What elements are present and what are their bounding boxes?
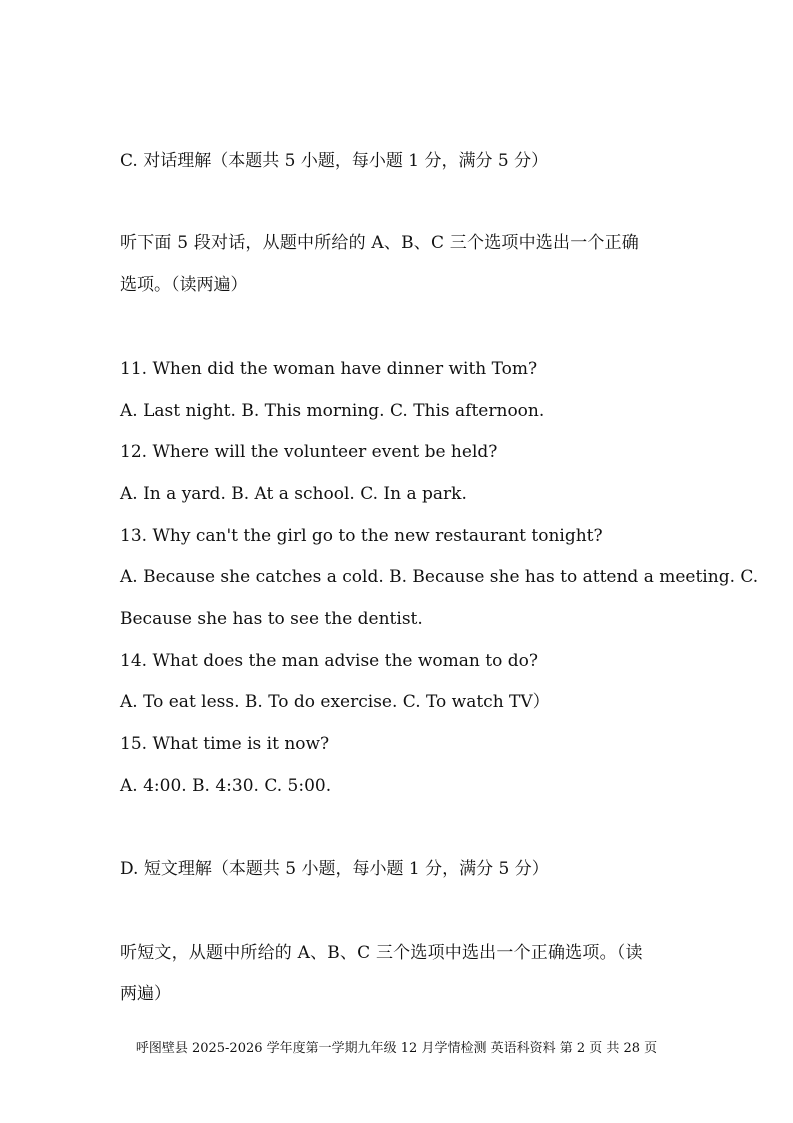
- question-14-stem: 14. What does the man advise the woman to do?: [120, 651, 538, 671]
- section-d-instruction-line2: 两遍）: [120, 984, 171, 1004]
- section-c-heading: C. 对话理解（本题共 5 小题，每小题 1 分，满分 5 分）: [120, 151, 549, 171]
- section-d-instruction-line1: 听短文，从题中所给的 A、B、C 三个选项中选出一个正确选项。（读: [120, 943, 643, 963]
- question-15-options: A. 4:00. B. 4:30. C. 5:00.: [120, 776, 332, 796]
- question-13-stem: 13. Why can't the girl go to the new restaurant tonight?: [120, 526, 603, 546]
- question-11-stem: 11. When did the woman have dinner with Tom?: [120, 359, 538, 379]
- section-d-heading: D. 短文理解（本题共 5 小题，每小题 1 分，满分 5 分）: [120, 859, 549, 879]
- question-14-options: A. To eat less. B. To do exercise. C. To watch TV）: [120, 692, 550, 712]
- question-11-options: A. Last night. B. This morning. C. This afternoon.: [120, 401, 545, 421]
- question-12-options: A. In a yard. B. At a school. C. In a park.: [120, 484, 467, 504]
- question-13-options-line2: Because she has to see the dentist.: [120, 609, 423, 629]
- page-footer: 呼图壁县 2025-2026 学年度第一学期九年级 12 月学情检测 英语科资料 第 2 页 共 28 页: [135, 1041, 658, 1056]
- section-c-instruction-line1: 听下面 5 段对话，从题中所给的 A、B、C 三个选项中选出一个正确: [120, 233, 640, 253]
- question-12-stem: 12. Where will the volunteer event be held?: [120, 442, 498, 462]
- section-c-instruction-line2: 选项。（读两遍）: [120, 275, 248, 295]
- question-13-options-line1: A. Because she catches a cold. B. Because she has to attend a meeting. C.: [120, 567, 759, 587]
- question-15-stem: 15. What time is it now?: [120, 734, 330, 754]
